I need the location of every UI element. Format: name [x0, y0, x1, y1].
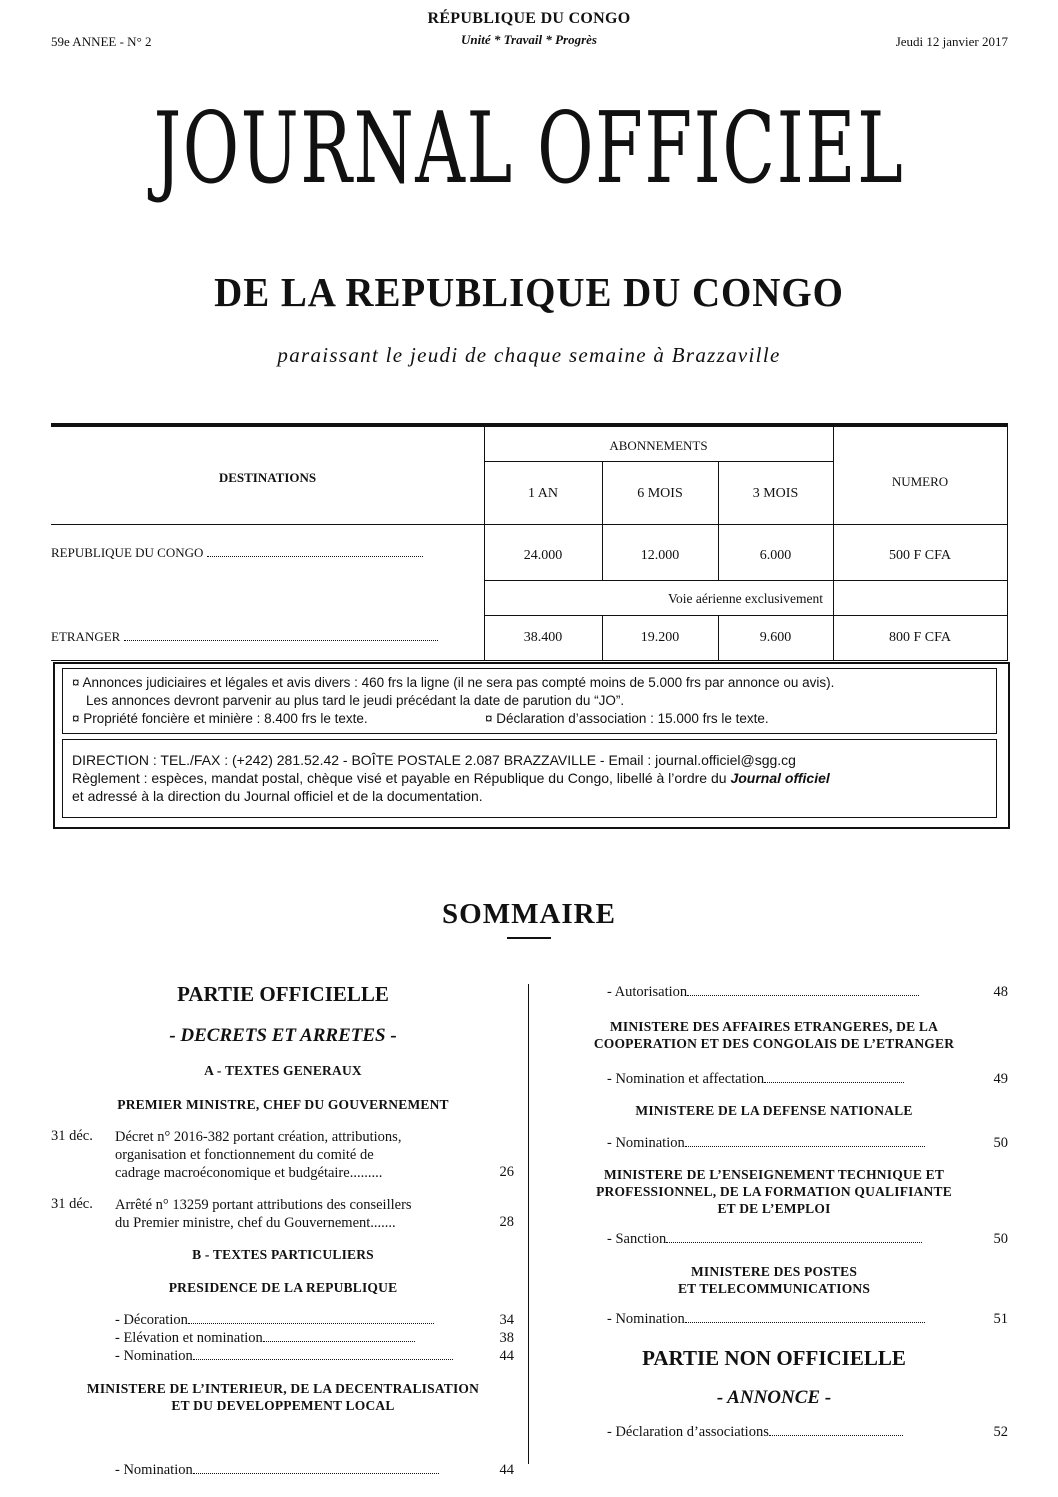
toc-entry-arrete[interactable]: Arrêté n° 13259 portant attributions des conseillers du Premier ministre, chef du Gouvernement.......: [115, 1197, 412, 1231]
toc-entry-decoration[interactable]: - Décoration: [115, 1312, 434, 1329]
notice-propriete: ¤ Propriété foncière et minière : 8.400 frs le texte.: [72, 711, 368, 726]
toc-entry-nomination-interieur[interactable]: - Nomination: [115, 1462, 439, 1479]
page-number: 50: [993, 1231, 1008, 1247]
ministere-enseignement: MINISTERE DE L’ENSEIGNEMENT TECHNIQUE ET PROFESSIONNEL, DE LA FORMATION QUALIFIANTE ET DE L’EMPLOI: [596, 1167, 952, 1216]
textes-generaux: A - TEXTES GENERAUX: [204, 1063, 362, 1078]
issue-date: Jeudi 12 janvier 2017: [895, 34, 1008, 49]
textes-particuliers: B - TEXTES PARTICULIERS: [192, 1247, 374, 1262]
direction-adresse: et adressé à la direction du Journal officiel et de la documentation.: [72, 788, 483, 804]
ministere-defense: MINISTERE DE LA DEFENSE NATIONALE: [635, 1103, 913, 1118]
toc-entry-decret[interactable]: Décret n° 2016-382 portant création, attributions, organisation et fonctionnement du comité de cadrage macroéconomique et budgétaire.........: [115, 1129, 402, 1181]
country-name: RÉPUBLIQUE DU CONGO: [427, 10, 631, 27]
direction-reglement: Règlement : espèces, mandat postal, chèque visé et payable en République du Congo, libellé à l’ordre du Journal officiel: [72, 770, 830, 786]
page-number: 38: [499, 1330, 514, 1346]
period-1-an: 1 AN: [528, 486, 558, 501]
toc-entry-nomination[interactable]: - Nomination: [115, 1348, 453, 1365]
national-motto: Unité * Travail * Progrès: [460, 32, 597, 47]
table-divider: [484, 615, 1007, 616]
toc-entry-declaration-associations[interactable]: - Déclaration d’associations: [607, 1424, 903, 1441]
presidence: PRESIDENCE DE LA REPUBLIQUE: [168, 1280, 398, 1295]
toc-entry-elevation[interactable]: - Elévation et nomination: [115, 1330, 415, 1347]
page-number: 48: [993, 984, 1008, 1000]
page-number: 44: [499, 1462, 514, 1478]
header-abonnements: ABONNEMENTS: [609, 438, 708, 453]
edition-number: 59e ANNEE - N° 2: [51, 34, 152, 49]
notice-association: ¤ Déclaration d’association : 15.000 frs le texte.: [485, 711, 769, 726]
page-number: 28: [499, 1214, 514, 1230]
page-number: 49: [993, 1071, 1008, 1087]
table-top-rule: [51, 423, 1008, 427]
period-6-mois: 6 MOIS: [637, 486, 683, 501]
air-note: Voie aérienne exclusivement: [668, 591, 823, 606]
table-divider: [484, 461, 833, 462]
page-number: 26: [499, 1164, 514, 1180]
notice-delai: Les annonces devront parvenir au plus tard le jeudi précédant la date de parution du “JO”.: [86, 693, 625, 708]
toc-entry-nomination-postes[interactable]: - Nomination: [607, 1311, 925, 1328]
price-congo-3mois: 6.000: [759, 548, 792, 563]
column-divider: [528, 984, 529, 1464]
ministere-postes: MINISTERE DES POSTES ET TELECOMMUNICATIONS: [677, 1264, 871, 1296]
journal-subtitle: DE LA REPUBLIQUE DU CONGO: [214, 269, 844, 315]
price-etranger-3mois: 9.600: [759, 630, 792, 645]
table-divider: [1007, 427, 1008, 660]
page-number: 44: [499, 1348, 514, 1364]
toc-entry-nomination-defense[interactable]: - Nomination: [607, 1135, 925, 1152]
page-number: 52: [993, 1424, 1008, 1440]
numero-etranger: 800 F CFA: [889, 630, 951, 645]
table-divider: [833, 427, 834, 660]
row-label-etranger: ETRANGER: [51, 629, 438, 645]
notice-annonces: ¤ Annonces judiciaires et légales et avis divers : 460 frs la ligne (il ne sera pas compté moins de 5.000 frs par annonce ou avis).: [72, 675, 835, 690]
price-etranger-6mois: 19.200: [640, 630, 680, 645]
ministere-interieur: MINISTERE DE L’INTERIEUR, DE LA DECENTRALISATION ET DU DEVELOPPEMENT LOCAL: [86, 1381, 480, 1413]
toc-entry-autorisation[interactable]: - Autorisation: [607, 984, 919, 1001]
sommaire-underline: [507, 937, 551, 939]
price-congo-1an: 24.000: [523, 548, 563, 563]
period-3-mois: 3 MOIS: [752, 486, 799, 501]
header-destinations: DESTINATIONS: [218, 470, 317, 485]
page-number: 34: [499, 1312, 514, 1328]
header-numero: NUMERO: [891, 474, 949, 489]
toc-entry-nomination-affectation[interactable]: - Nomination et affectation: [607, 1071, 904, 1088]
sommaire-title: SOMMAIRE: [442, 898, 616, 930]
entry-date: 31 déc.: [51, 1196, 93, 1212]
price-etranger-1an: 38.400: [523, 630, 563, 645]
numero-congo: 500 F CFA: [889, 548, 951, 563]
table-header-rule: [51, 524, 1008, 525]
page-number: 50: [993, 1135, 1008, 1151]
direction-contact: DIRECTION : TEL./FAX : (+242) 281.52.42 - BOÎTE POSTALE 2.087 BRAZZAVILLE - Email : journal.officiel@sgg.cg: [72, 752, 796, 768]
entry-date: 31 déc.: [51, 1128, 93, 1144]
price-congo-6mois: 12.000: [640, 548, 680, 563]
row-label-congo: REPUBLIQUE DU CONGO: [51, 545, 423, 561]
publication-tagline: paraissant le jeudi de chaque semaine à Brazzaville: [277, 343, 781, 367]
partie-non-officielle: PARTIE NON OFFICIELLE: [642, 1346, 906, 1370]
decrets-arretes: - DECRETS ET ARRETES -: [169, 1025, 397, 1046]
partie-officielle: PARTIE OFFICIELLE: [177, 982, 389, 1006]
premier-ministre: PREMIER MINISTRE, CHEF DU GOUVERNEMENT: [117, 1097, 449, 1112]
ministere-affaires-etrangeres: MINISTERE DES AFFAIRES ETRANGERES, DE LA COOPERATION ET DES CONGOLAIS DE L’ETRANGER: [593, 1019, 955, 1051]
table-divider: [51, 660, 1008, 661]
table-divider: [484, 580, 1007, 581]
annonce-heading: - ANNONCE -: [716, 1387, 832, 1408]
page-number: 51: [993, 1311, 1008, 1327]
journal-title: JOURNAL OFFICIEL: [153, 92, 905, 206]
toc-entry-sanction[interactable]: - Sanction: [607, 1231, 922, 1248]
